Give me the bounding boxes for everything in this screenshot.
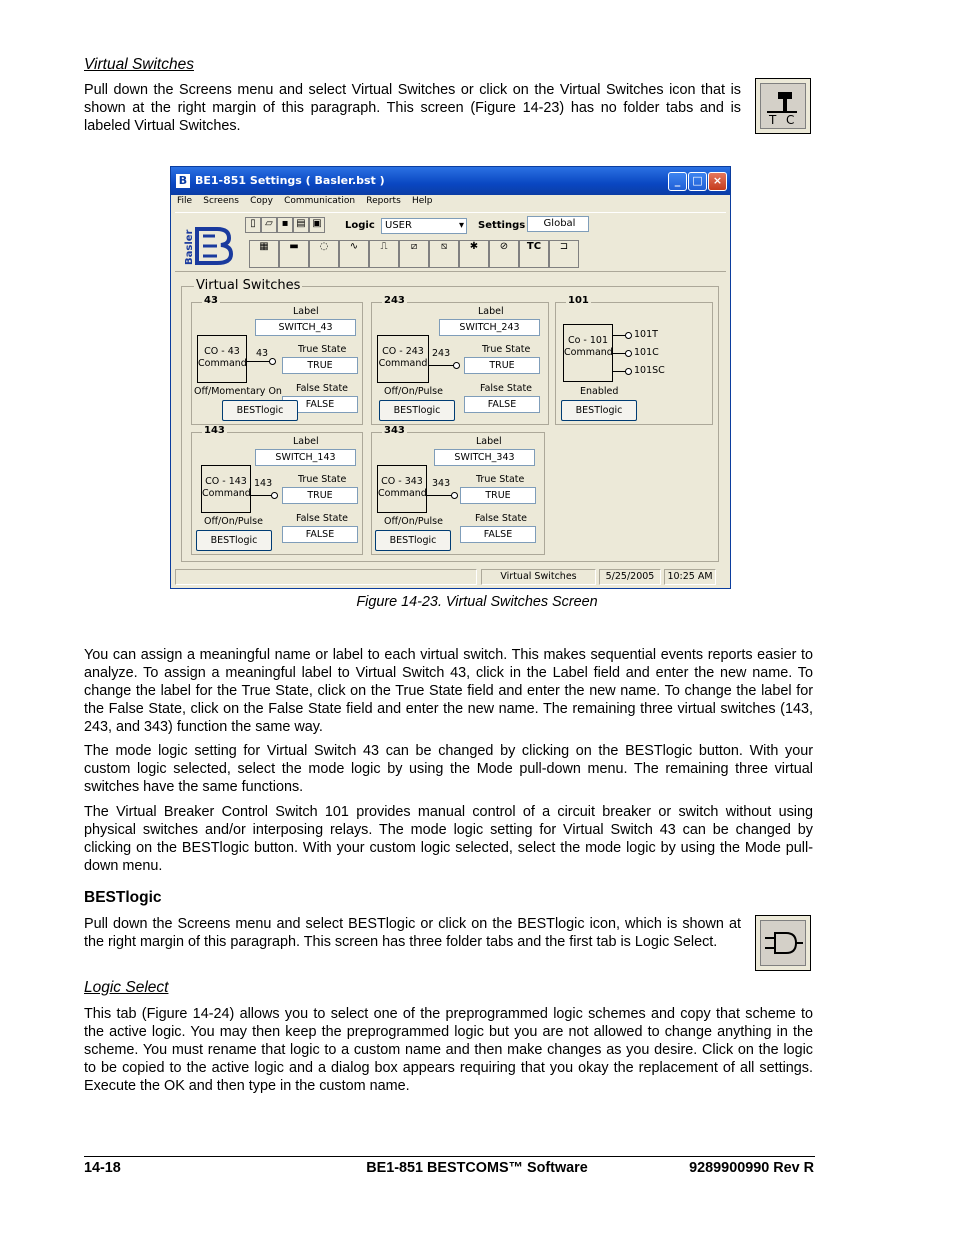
output-label: 143 <box>254 478 273 489</box>
logic-select[interactable]: USER ▾ <box>381 218 467 234</box>
pulse-icon[interactable]: ⎍ <box>369 240 399 268</box>
paragraph-breaker-control: The Virtual Breaker Control Switch 101 provides manual control of a circuit breaker or switch without using physical switches and/or interposing relays. The mode logic setting for Virtual Switch 43 can be changed by clicking on the BESTlogic button. With your custom logic selected, select the mode logic by using the Mode pull-down menu. <box>84 804 813 874</box>
close-button[interactable]: × <box>708 172 727 191</box>
true-state-field[interactable]: TRUE <box>282 487 358 504</box>
basler-logo <box>183 219 238 267</box>
true-state-header: True State <box>482 344 531 355</box>
app-icon: B <box>176 174 190 188</box>
switch-143-panel <box>191 425 363 555</box>
false-state-header: False State <box>296 513 349 524</box>
logic-select-heading: Logic Select <box>84 979 169 996</box>
menu-reports[interactable]: Reports <box>366 196 401 206</box>
switch-343-panel <box>371 425 545 555</box>
switch-101-panel <box>555 295 713 425</box>
virtual-switches-screen <box>177 274 723 564</box>
bestlogic-button[interactable]: BESTlogic <box>375 530 451 551</box>
false-state-field[interactable]: FALSE <box>460 526 536 543</box>
mode-text: Off/On/Pulse <box>384 516 443 527</box>
window-title: BE1-851 Settings ( Basler.bst ) <box>195 174 385 187</box>
switch-43-panel <box>191 295 363 425</box>
switch-number: 101 <box>568 295 589 306</box>
false-state-header: False State <box>480 383 533 394</box>
command-block: CO - 43 Command <box>197 335 247 383</box>
label-field[interactable]: SWITCH_43 <box>255 319 356 336</box>
reclosing-icon[interactable]: ∿ <box>339 240 369 268</box>
bestlogic-icon[interactable]: ⊐ <box>549 240 579 268</box>
switch-number: 43 <box>204 295 218 306</box>
svg-text:C: C <box>786 113 795 127</box>
menu-screens[interactable]: Screens <box>203 196 239 206</box>
menu-bar <box>177 195 440 209</box>
menu-communication[interactable]: Communication <box>284 196 356 206</box>
label-field[interactable]: SWITCH_243 <box>439 319 540 336</box>
timer-icon[interactable]: ⧅ <box>429 240 459 268</box>
figure-caption: Figure 14-23. Virtual Switches Screen <box>356 594 598 610</box>
output-pin <box>247 361 271 362</box>
settings-window <box>170 166 731 589</box>
label-header: Label <box>476 436 502 447</box>
chevron-down-icon: ▾ <box>458 220 464 231</box>
output-label: 43 <box>256 348 269 359</box>
true-state-header: True State <box>298 344 347 355</box>
label-header: Label <box>478 306 504 317</box>
page-number: 14-18 <box>84 1160 121 1176</box>
false-state-field[interactable]: FALSE <box>282 396 358 413</box>
output-pin-101sc <box>613 371 627 372</box>
footer-rule <box>84 1156 815 1157</box>
command-block: CO - 343 Command <box>377 465 427 513</box>
bestlogic-heading: BESTlogic <box>84 889 162 906</box>
vs-intro-paragraph: Pull down the Screens menu and select Virtual Switches or click on the Virtual Switches icon that is shown at the right margin of this paragraph. This screen (Figure 14-23) has no folder tabs and is labeled Virtual Switches. <box>84 82 741 134</box>
command-block: CO - 243 Command <box>377 335 429 383</box>
switch-number: 143 <box>204 425 225 436</box>
output-pin <box>429 365 455 366</box>
logic-select-paragraph: This tab (Figure 14-24) allows you to select one of the preprogrammed logic schemes and copy that scheme to the active logic. You may then keep the preprogrammed logic but you are not allowed to change anything in the scheme. You must rename that logic to a custom name and then make changes as you desire. Click on the logic to be copied to the active logic and a dialog box appears requiring that you okay the replacement of all settings. Execute the OK and then type in the custom name. <box>84 1006 813 1094</box>
footer-document-number: 9289900990 Rev R <box>689 1160 814 1176</box>
logic-label: Logic <box>345 220 375 231</box>
status-date: 5/25/2005 <box>599 569 661 585</box>
bestlogic-icon <box>755 915 811 971</box>
virtual-switches-icon[interactable]: TC <box>519 240 549 268</box>
toolbar <box>175 212 726 272</box>
new-icon[interactable]: ▯ <box>245 217 261 233</box>
bestlogic-intro-paragraph: Pull down the Screens menu and select BESTlogic or click on the BESTlogic icon, which is shown at the right margin of this paragraph. This screen has three folder tabs and the first tab is Logic Select. <box>84 916 741 950</box>
footer-product: BE1-851 BESTCOMS™ Software <box>366 1160 588 1176</box>
true-state-field[interactable]: TRUE <box>282 357 358 374</box>
false-state-header: False State <box>296 383 349 394</box>
bestlogic-button[interactable]: BESTlogic <box>379 400 455 421</box>
svg-text:T: T <box>769 113 777 127</box>
true-state-field[interactable]: TRUE <box>464 357 540 374</box>
output-pin <box>251 495 273 496</box>
output-label: 343 <box>432 478 451 489</box>
menu-help[interactable]: Help <box>411 196 433 206</box>
label-header: Label <box>293 306 319 317</box>
switch-number: 343 <box>384 425 405 436</box>
label-field[interactable]: SWITCH_343 <box>434 449 535 466</box>
status-empty <box>175 569 477 585</box>
false-state-field[interactable]: FALSE <box>464 396 540 413</box>
output-pin-101c <box>613 353 627 354</box>
settings-label: Settings <box>478 220 526 231</box>
status-time: 10:25 AM <box>664 569 716 585</box>
true-state-header: True State <box>476 474 525 485</box>
print-icon[interactable]: ▤ <box>293 217 309 233</box>
virtual-switch-icon <box>755 78 811 134</box>
status-screen: Virtual Switches <box>481 569 596 585</box>
protection-icon[interactable]: ◌ <box>309 240 339 268</box>
mode-text: Off/On/Pulse <box>384 386 443 397</box>
menu-file[interactable]: File <box>177 196 193 206</box>
ct-icon[interactable]: ▬ <box>279 240 309 268</box>
settings-group: Global <box>527 216 589 232</box>
output-label: 243 <box>432 348 451 359</box>
output-label-101c: 101C <box>634 347 659 358</box>
open-icon[interactable]: ▱ <box>261 217 277 233</box>
svg-text:Basler: Basler <box>184 229 195 265</box>
switch-243-panel <box>371 295 549 425</box>
save-icon[interactable]: ▪ <box>277 217 293 233</box>
group-title: Virtual Switches <box>196 278 301 293</box>
setting-groups-icon[interactable]: ▦ <box>249 240 279 268</box>
properties-icon[interactable]: ▣ <box>309 217 325 233</box>
alarm-icon[interactable]: ✱ <box>459 240 489 268</box>
output-pin <box>427 495 453 496</box>
label-header: Label <box>293 436 319 447</box>
menu-copy[interactable]: Copy <box>250 196 273 206</box>
mode-text: Off/Momentary On <box>194 386 282 397</box>
bestlogic-button[interactable]: BESTlogic <box>561 400 637 421</box>
command-block: Co - 101 Command <box>563 324 613 382</box>
switch-number: 243 <box>384 295 405 306</box>
output-label-101t: 101T <box>634 329 658 340</box>
paragraph-labels: You can assign a meaningful name or label to each virtual switch. This makes sequential events reports easier to analyze. To assign a meaningful label to Virtual Switch 43, click in the Label field and enter the new name. To change the label for the True State, click on the True State field and enter the new name. To change the label for the False State, click on the False State field and enter the new name. The remaining three virtual switches (143, 243, and 343) function the same way. <box>84 647 813 735</box>
minimize-button[interactable]: _ <box>668 172 687 191</box>
mode-text: Off/On/Pulse <box>204 516 263 527</box>
virtual-switches-heading: Virtual Switches <box>84 56 194 73</box>
output-pin-101t <box>613 335 627 336</box>
title-bar <box>171 167 730 195</box>
bestlogic-button[interactable]: BESTlogic <box>196 530 272 551</box>
maximize-button[interactable]: □ <box>688 172 707 191</box>
label-field[interactable]: SWITCH_143 <box>255 449 356 466</box>
status-bar <box>175 569 726 586</box>
mode-text: Enabled <box>580 386 619 397</box>
false-state-header: False State <box>475 513 528 524</box>
false-state-field[interactable]: FALSE <box>282 526 358 543</box>
bestlogic-button[interactable]: BESTlogic <box>222 400 298 421</box>
command-block: CO - 143 Command <box>201 465 251 513</box>
true-state-header: True State <box>298 474 347 485</box>
inputs-icon[interactable]: ⊘ <box>489 240 519 268</box>
breaker-icon[interactable]: ⧄ <box>399 240 429 268</box>
true-state-field[interactable]: TRUE <box>460 487 536 504</box>
paragraph-mode-logic: The mode logic setting for Virtual Switch 43 can be changed by clicking on the BESTlogic button. With your custom logic selected, select the mode logic by using the Mode pull-down menu. The remaining three virtual switches have the same functions. <box>84 743 813 795</box>
output-label-101sc: 101SC <box>634 365 665 376</box>
